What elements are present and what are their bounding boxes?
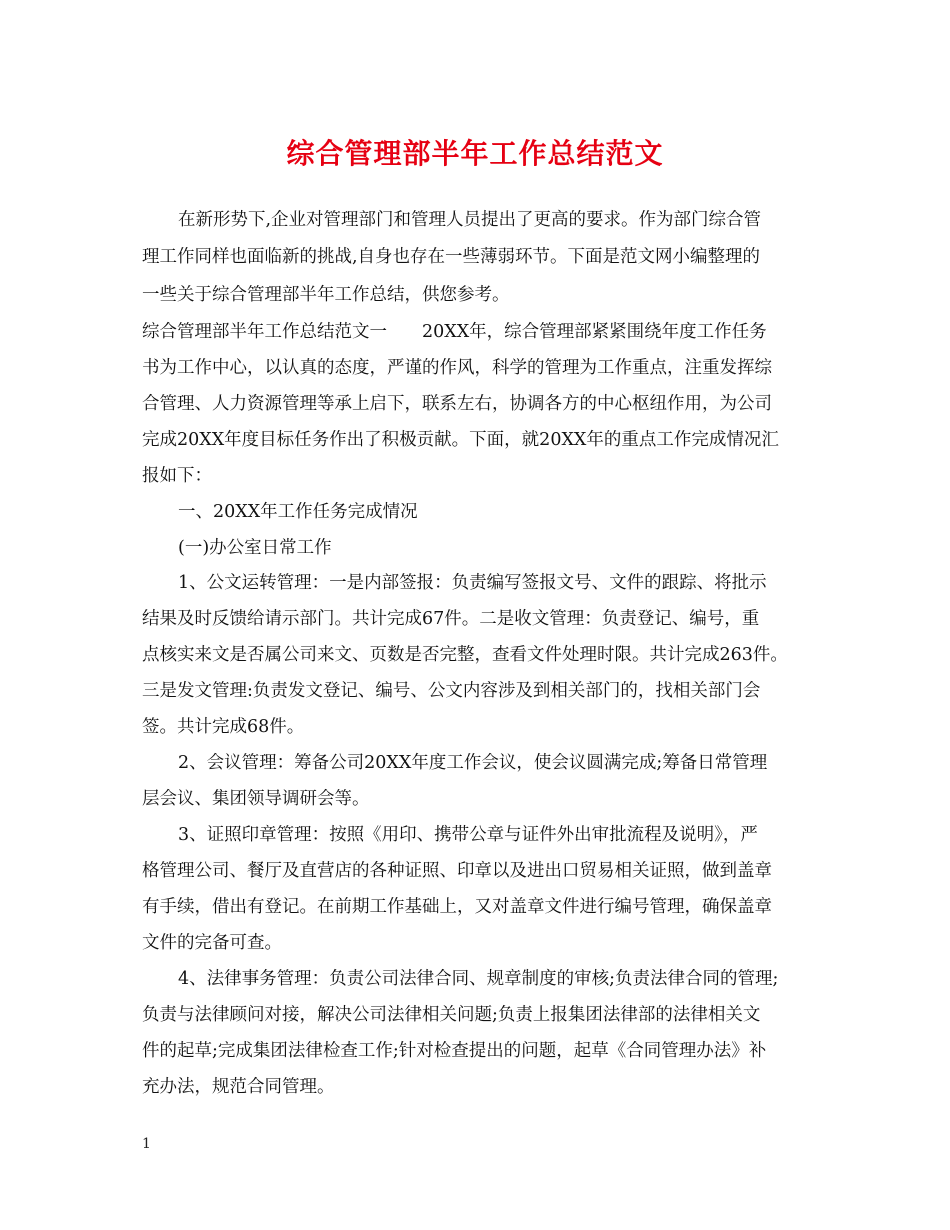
paragraph-line: 件的起草;完成集团法律检查工作;针对检查提出的问题，起草《合同管理办法》补 <box>142 1041 767 1061</box>
subsection-heading: (一)办公室日常工作 <box>178 538 332 558</box>
paragraph-line: 签。共计完成68件。 <box>142 717 305 737</box>
paragraph-line: 1、公文运转管理：一是内部签报：负责编写签报文号、文件的跟踪、将批示 <box>178 573 767 593</box>
paragraph-line: 格管理公司、餐厅及直营店的各种证照、印章以及进出口贸易相关证照，做到盖章 <box>142 861 772 881</box>
paragraph-line: 报如下： <box>142 466 212 486</box>
section-heading: 一、20XX年工作任务完成情况 <box>178 502 418 522</box>
paragraph-line: 书为工作中心，以认真的态度，严谨的作风，科学的管理为工作重点，注重发挥综 <box>142 358 772 378</box>
page-number: 1 <box>142 1136 151 1152</box>
paragraph-line: 一些关于综合管理部半年工作总结，供您参考。 <box>142 285 510 305</box>
paragraph-line: 结果及时反馈给请示部门。共计完成67件。二是收文管理：负责登记、编号，重 <box>142 609 760 629</box>
paragraph-line: 点核实来文是否属公司来文、页数是否完整，查看文件处理时限。共计完成263件。 <box>142 645 788 665</box>
paragraph-line: 负责与法律顾问对接，解决公司法律相关问题;负责上报集团法律部的法律相关文 <box>142 1005 761 1025</box>
paragraph-line: 理工作同样也面临新的挑战,自身也存在一些薄弱环节。下面是范文网小编整理的 <box>142 247 761 267</box>
paragraph-line: 综合管理部半年工作总结范文一 20XX年，综合管理部紧紧围绕年度工作任务 <box>142 322 767 342</box>
paragraph-line: 2、会议管理：筹备公司20XX年度工作会议，使会议圆满完成;筹备日常管理 <box>178 753 768 773</box>
paragraph-line: 三是发文管理:负责发文登记、编号、公文内容涉及到相关部门的，找相关部门会 <box>142 681 761 701</box>
paragraph-line: 文件的完备可查。 <box>142 933 282 953</box>
paragraph-line: 在新形势下,企业对管理部门和管理人员提出了更高的要求。作为部门综合管 <box>178 210 762 230</box>
paragraph-line: 完成20XX年度目标任务作出了积极贡献。下面，就20XX年的重点工作完成情况汇 <box>142 430 779 450</box>
paragraph-line: 层会议、集团领导调研会等。 <box>142 789 370 809</box>
document-title: 综合管理部半年工作总结范文 <box>286 137 664 170</box>
paragraph-line: 3、证照印章管理：按照《用印、携带公章与证件外出审批流程及说明》，严 <box>178 825 758 845</box>
paragraph-line: 4、法律事务管理：负责公司法律合同、规章制度的审核;负责法律合同的管理; <box>178 969 779 989</box>
paragraph-line: 充办法，规范合同管理。 <box>142 1077 335 1097</box>
paragraph-line: 合管理、人力资源管理等承上启下，联系左右，协调各方的中心枢纽作用，为公司 <box>142 394 772 414</box>
paragraph-line: 有手续，借出有登记。在前期工作基础上，又对盖章文件进行编号管理，确保盖章 <box>142 897 772 917</box>
